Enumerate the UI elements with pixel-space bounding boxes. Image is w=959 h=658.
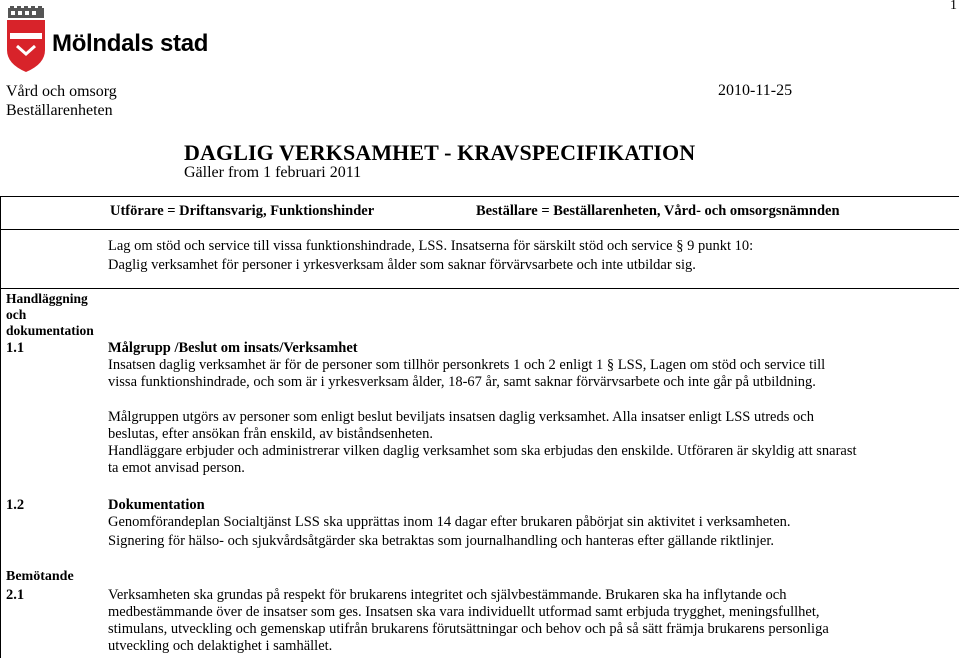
department-label: Vård och omsorg <box>6 83 117 100</box>
paragraph-line: Genomförandeplan Socialtjänst LSS ska upprättas inom 14 dagar efter brukaren påbörjat sin aktivitet i verksamheten. <box>108 514 791 530</box>
law-line: Lag om stöd och service till vissa funktionshindrade, LSS. Insatserna för särskilt stöd och service § 9 punkt 10: <box>108 238 754 254</box>
paragraph <box>108 587 908 655</box>
paragraph-line: beslutas, efter ansökan från enskild, av biståndsenheten. <box>108 426 433 442</box>
paragraph-line: Insatsen daglig verksamhet är för de personer som tillhör personkrets 1 och 2 enligt 1 § LSS, Lagen om stöd och service till <box>108 357 826 373</box>
section-heading: Målgrupp /Beslut om insats/Verksamhet <box>108 340 358 356</box>
section-label-bemotande: Bemötande <box>6 569 74 584</box>
paragraph-line: Signering för hälso- och sjukvårdsåtgärder ska betraktas som journalhandling och hanteras efter gällande riktlinjer. <box>108 533 774 549</box>
law-line: Daglig verksamhet för personer i yrkesverksam ålder som saknar förvärvsarbete och inte utbildar sig. <box>108 257 696 273</box>
section-label-line: dokumentation <box>6 323 94 338</box>
paragraph-line: Målgruppen utgörs av personer som enligt beslut beviljats insatsen daglig verksamhet. Alla insatser enligt LSS utreds och <box>108 409 814 425</box>
coat-of-arms-icon <box>5 6 47 72</box>
document-date: 2010-11-25 <box>718 82 793 99</box>
section-label-line: Handläggning <box>6 291 88 306</box>
performer-label: Utförare = Driftansvarig, Funktionshinder <box>110 203 375 219</box>
paragraph-line: medbestämmande över de insatser som ges. Insatsen ska vara individuellt utformad samt erbjuda trygghet, meningsfullhet, <box>108 604 820 620</box>
page-number: 1 <box>950 0 957 13</box>
paragraph-line: Verksamheten ska grundas på respekt för brukarens integritet och självbestämmande. Brukaren ska ha inflytande och <box>108 587 787 603</box>
paragraph-line: stimulans, utveckling och gemenskap utifrån brukarens förutsättningar och behov och på så sätt främja brukarens personliga <box>108 621 829 637</box>
document-header-left <box>6 82 117 120</box>
document-subtitle: Gäller from 1 februari 2011 <box>184 164 362 181</box>
logo-wordmark: Mölndals stad <box>52 30 209 57</box>
table-divider <box>0 288 959 289</box>
paragraph-line: Handläggare erbjuder och administrerar vilken daglig verksamhet som ska erbjudas den enskilde. Utföraren är skyldig att snarast <box>108 443 857 459</box>
unit-label: Beställarenheten <box>6 102 113 119</box>
paragraph-line: vissa funktionshindrade, och som är i yrkesverksam ålder, 18-67 år, samt saknar förvärvsarbete och inte går på utbildning. <box>108 374 816 390</box>
section-number: 1.1 <box>6 340 25 356</box>
section-heading: Dokumentation <box>108 497 205 513</box>
orderer-label: Beställare = Beställarenheten, Vård- och omsorgsnämnden <box>476 203 840 219</box>
paragraph <box>108 514 898 550</box>
document-title: DAGLIG VERKSAMHET - KRAVSPECIFIKATION <box>184 140 696 165</box>
paragraph <box>108 409 898 477</box>
table-divider <box>0 229 959 230</box>
paragraph-line: ta emot anvisad person. <box>108 460 245 476</box>
section-label-line: och <box>6 307 27 322</box>
section-number: 2.1 <box>6 587 25 603</box>
section-number: 1.2 <box>6 497 25 513</box>
section-label-handlaggning <box>6 291 94 339</box>
law-reference <box>108 237 948 275</box>
paragraph-line: utveckling och delaktighet i samhället. <box>108 638 333 654</box>
paragraph <box>108 357 898 391</box>
left-border <box>0 288 1 658</box>
